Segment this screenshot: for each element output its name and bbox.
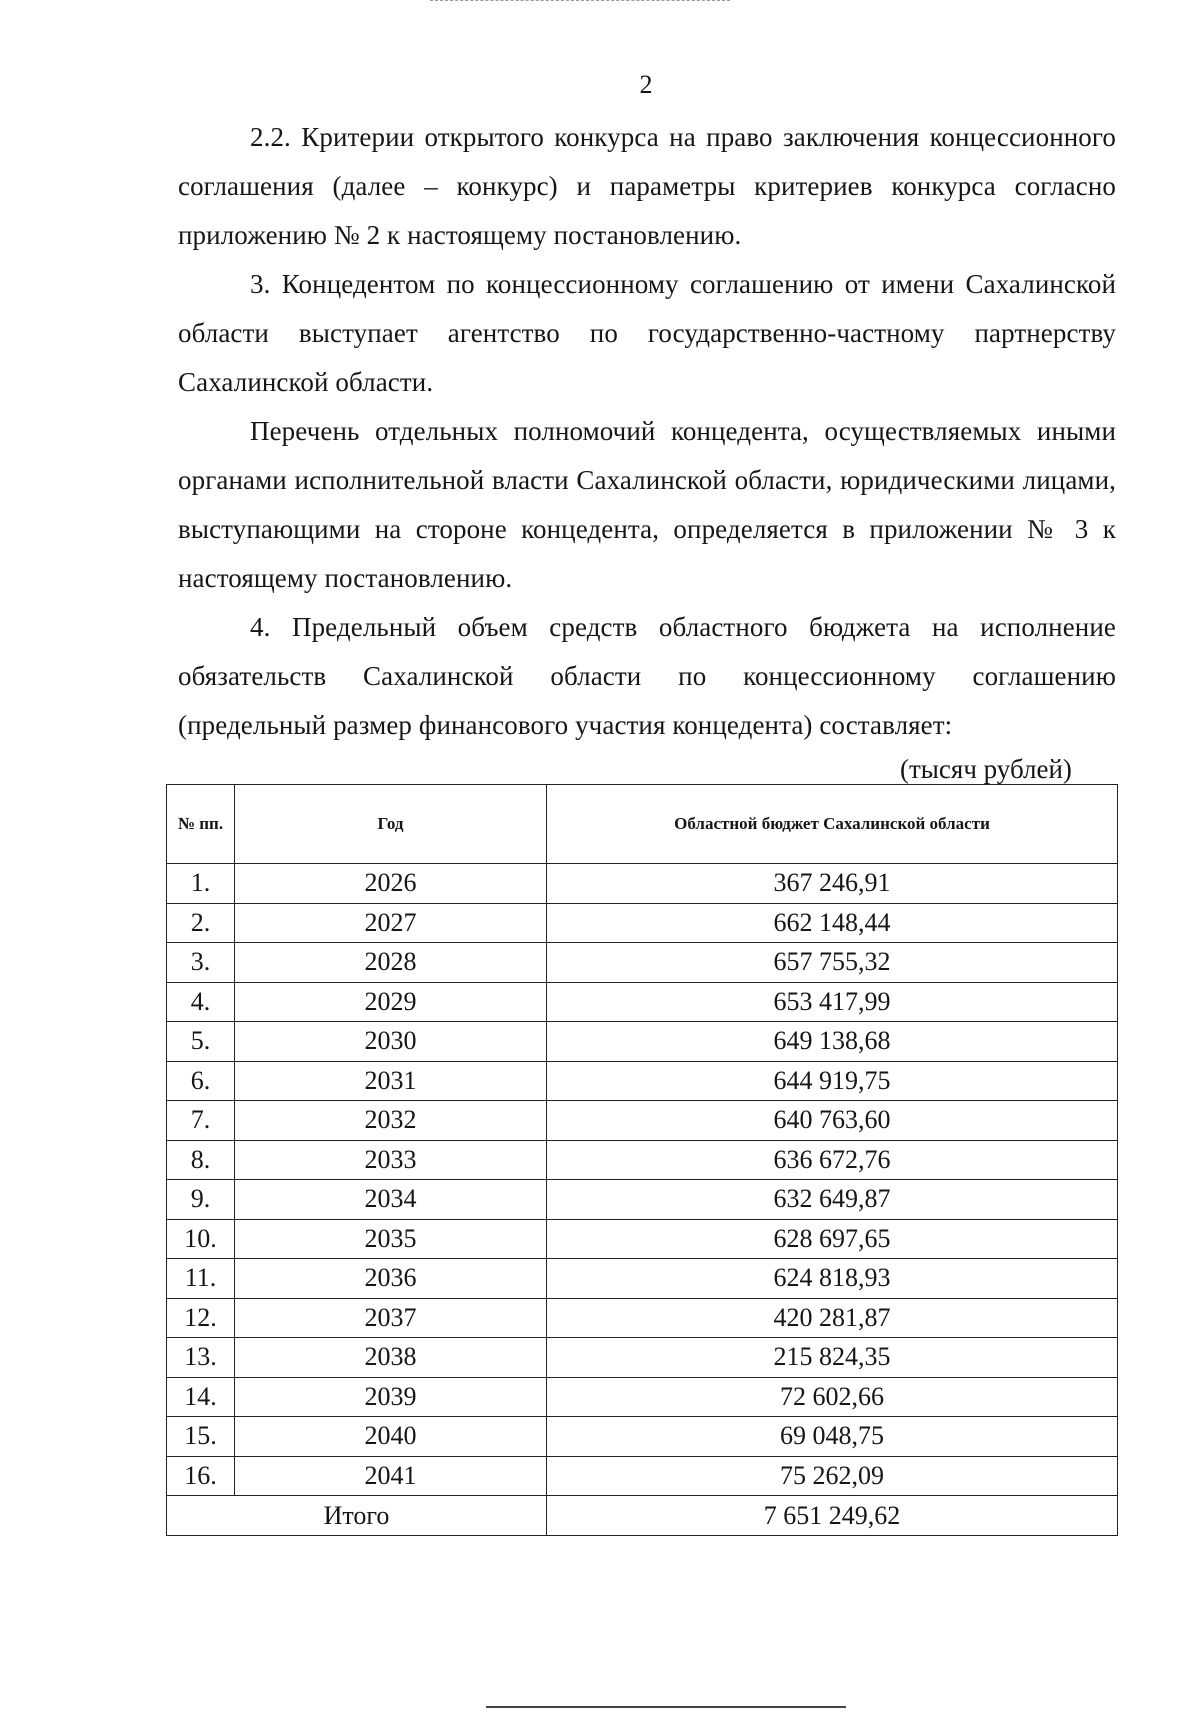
document-body — [178, 113, 1116, 750]
row-year: 2034 — [235, 1180, 547, 1220]
row-budget-value: 367 246,91 — [547, 864, 1118, 904]
row-number: 16. — [167, 1456, 235, 1496]
row-budget-value: 628 697,65 — [547, 1219, 1118, 1259]
row-budget-value: 624 818,93 — [547, 1259, 1118, 1299]
table-row — [167, 1338, 1118, 1378]
table-row — [167, 1061, 1118, 1101]
row-number: 5. — [167, 1022, 235, 1062]
row-budget-value: 215 824,35 — [547, 1338, 1118, 1378]
row-year: 2033 — [235, 1140, 547, 1180]
table-row — [167, 1022, 1118, 1062]
table-row — [167, 1101, 1118, 1141]
row-budget-value: 632 649,87 — [547, 1180, 1118, 1220]
row-budget-value: 649 138,68 — [547, 1022, 1118, 1062]
table-row — [167, 1259, 1118, 1299]
bottom-rule — [486, 1706, 846, 1708]
row-number: 6. — [167, 1061, 235, 1101]
row-budget-value: 420 281,87 — [547, 1298, 1118, 1338]
row-number: 14. — [167, 1377, 235, 1417]
row-number: 12. — [167, 1298, 235, 1338]
table-row — [167, 1180, 1118, 1220]
table-row — [167, 1456, 1118, 1496]
header-budget: Областной бюджет Сахалинской области — [547, 785, 1118, 864]
row-number: 13. — [167, 1338, 235, 1378]
table-row — [167, 1298, 1118, 1338]
row-year: 2037 — [235, 1298, 547, 1338]
row-budget-value: 72 602,66 — [547, 1377, 1118, 1417]
table-row — [167, 1377, 1118, 1417]
page-number: 2 — [639, 70, 653, 99]
table-row — [167, 943, 1118, 983]
table-row — [167, 903, 1118, 943]
table-row — [167, 864, 1118, 904]
row-number: 11. — [167, 1259, 235, 1299]
row-number: 3. — [167, 943, 235, 983]
row-year: 2030 — [235, 1022, 547, 1062]
row-year: 2032 — [235, 1101, 547, 1141]
header-year: Год — [235, 785, 547, 864]
header-number: № пп. — [167, 785, 235, 864]
row-budget-value: 636 672,76 — [547, 1140, 1118, 1180]
paragraph-3: 3. Концедентом по концессионному соглашению от имени Сахалинской области выступает агентство по государственно-частному партнерству Сахалинской области. — [178, 269, 1116, 397]
row-year: 2028 — [235, 943, 547, 983]
row-year: 2031 — [235, 1061, 547, 1101]
row-budget-value: 69 048,75 — [547, 1417, 1118, 1457]
row-number: 10. — [167, 1219, 235, 1259]
row-year: 2036 — [235, 1259, 547, 1299]
paragraph-powers-list: Перечень отдельных полномочий концедента, осуществляемых иными органами исполнительной власти Сахалинской области, юридическими лицами, выступающими на стороне концедента, определяется в приложении № 3 к настоящему постановлению. — [178, 416, 1116, 593]
table-units: (тысяч рублей) — [900, 754, 1072, 784]
table-header-row — [167, 785, 1118, 864]
row-year: 2026 — [235, 864, 547, 904]
row-number: 1. — [167, 864, 235, 904]
row-budget-value: 657 755,32 — [547, 943, 1118, 983]
total-value: 7 651 249,62 — [547, 1496, 1118, 1536]
row-budget-value: 75 262,09 — [547, 1456, 1118, 1496]
table-row — [167, 1140, 1118, 1180]
row-number: 9. — [167, 1180, 235, 1220]
row-number: 8. — [167, 1140, 235, 1180]
paragraph-4: 4. Предельный объем средств областного бюджета на исполнение обязательств Сахалинской области по концессионному соглашению (предельный размер финансового участия концедента) составляет: — [178, 612, 1116, 740]
row-year: 2040 — [235, 1417, 547, 1457]
row-year: 2041 — [235, 1456, 547, 1496]
row-number: 7. — [167, 1101, 235, 1141]
row-number: 2. — [167, 903, 235, 943]
row-budget-value: 653 417,99 — [547, 982, 1118, 1022]
row-year: 2029 — [235, 982, 547, 1022]
row-year: 2038 — [235, 1338, 547, 1378]
row-budget-value: 640 763,60 — [547, 1101, 1118, 1141]
row-budget-value: 662 148,44 — [547, 903, 1118, 943]
table-row — [167, 982, 1118, 1022]
row-year: 2027 — [235, 903, 547, 943]
row-year: 2039 — [235, 1377, 547, 1417]
row-budget-value: 644 919,75 — [547, 1061, 1118, 1101]
row-number: 4. — [167, 982, 235, 1022]
table-row — [167, 1417, 1118, 1457]
table-total-row — [167, 1496, 1118, 1536]
row-year: 2035 — [235, 1219, 547, 1259]
header-mark — [430, 0, 730, 4]
table-row — [167, 1219, 1118, 1259]
total-label: Итого — [167, 1496, 547, 1536]
row-number: 15. — [167, 1417, 235, 1457]
table-body — [167, 864, 1118, 1496]
paragraph-2-2: 2.2. Критерии открытого конкурса на право заключения концессионного соглашения (далее – конкурс) и параметры критериев конкурса согласно приложению № 2 к настоящему постановлению. — [178, 122, 1116, 250]
budget-table — [166, 784, 1118, 1536]
